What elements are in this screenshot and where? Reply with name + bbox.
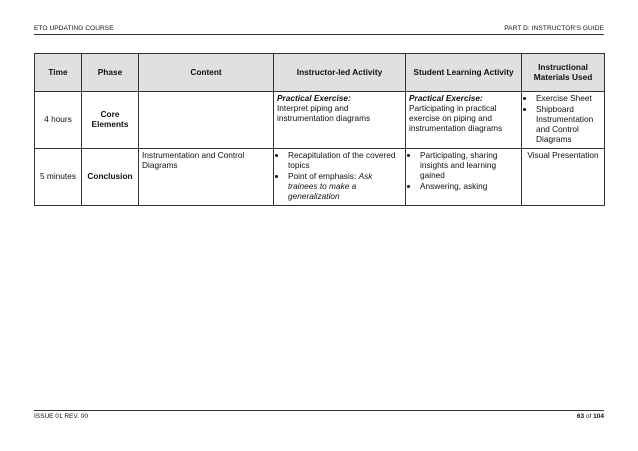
materials-cell [522,92,605,149]
page-of: of [585,413,592,420]
list-item: • Recapitulation of the covered topics [287,151,402,171]
student-activity-cell [406,92,522,149]
guide-part: PART D: INSTRUCTOR'S GUIDE [504,25,604,32]
col-header-time: Time [35,54,82,92]
materials-list [525,94,601,145]
table-header-row [35,54,605,92]
instructor-activity-list [277,151,402,202]
time-cell: 4 hours [35,92,82,149]
list-item: • Shipboard Instrumentation and Control Diagrams [535,105,601,145]
content-cell [139,92,274,149]
lesson-plan-table [34,53,605,206]
instructor-activity-cell [274,148,406,205]
col-header-phase: Phase [82,54,139,92]
time-cell: 5 minutes [35,148,82,205]
col-header-student-activity: Student Learning Activity [406,54,522,92]
list-item [287,172,402,202]
instructor-activity-label: Practical Exercise: [277,93,351,103]
content-cell: Instrumentation and Control Diagrams [139,148,274,205]
col-header-content: Content [139,54,274,92]
course-title: ETO UPDATING COURSE [34,25,114,32]
student-activity-cell [406,148,522,205]
materials-cell: Visual Presentation [522,148,605,205]
student-activity-text: Participating in practical exercise on piping and instrumentation diagrams [409,102,503,133]
phase-cell: Core Elements [82,92,139,149]
list-item: • Answering, asking [419,182,518,192]
instructor-activity-cell [274,92,406,149]
list-item: • Participating, sharing insights and learning gained [419,151,518,181]
table-row [35,148,605,205]
page-header [34,25,604,35]
current-page: 63 [576,413,585,420]
page-number [577,413,604,420]
page-footer [34,410,604,424]
table-row [35,92,605,149]
list-item: • Exercise Sheet [535,94,601,104]
student-activity-label: Practical Exercise: [409,93,483,103]
emphasis-prefix: Point of emphasis: [288,170,359,181]
col-header-instructor-activity: Instructor-led Activity [274,54,406,92]
emphasis-text: Ask trainees to make a generalization [288,170,373,201]
phase-cell: Conclusion [82,148,139,205]
col-header-materials: Instructional Materials Used [522,54,605,92]
footer-rule [34,410,604,411]
student-activity-list [409,151,518,192]
issue-revision: ISSUE 01 REV. 00 [34,413,88,420]
total-pages: 104 [593,413,604,420]
header-rule [34,34,604,35]
instructor-activity-text: Interpret piping and instrumentation diagrams [277,102,371,123]
